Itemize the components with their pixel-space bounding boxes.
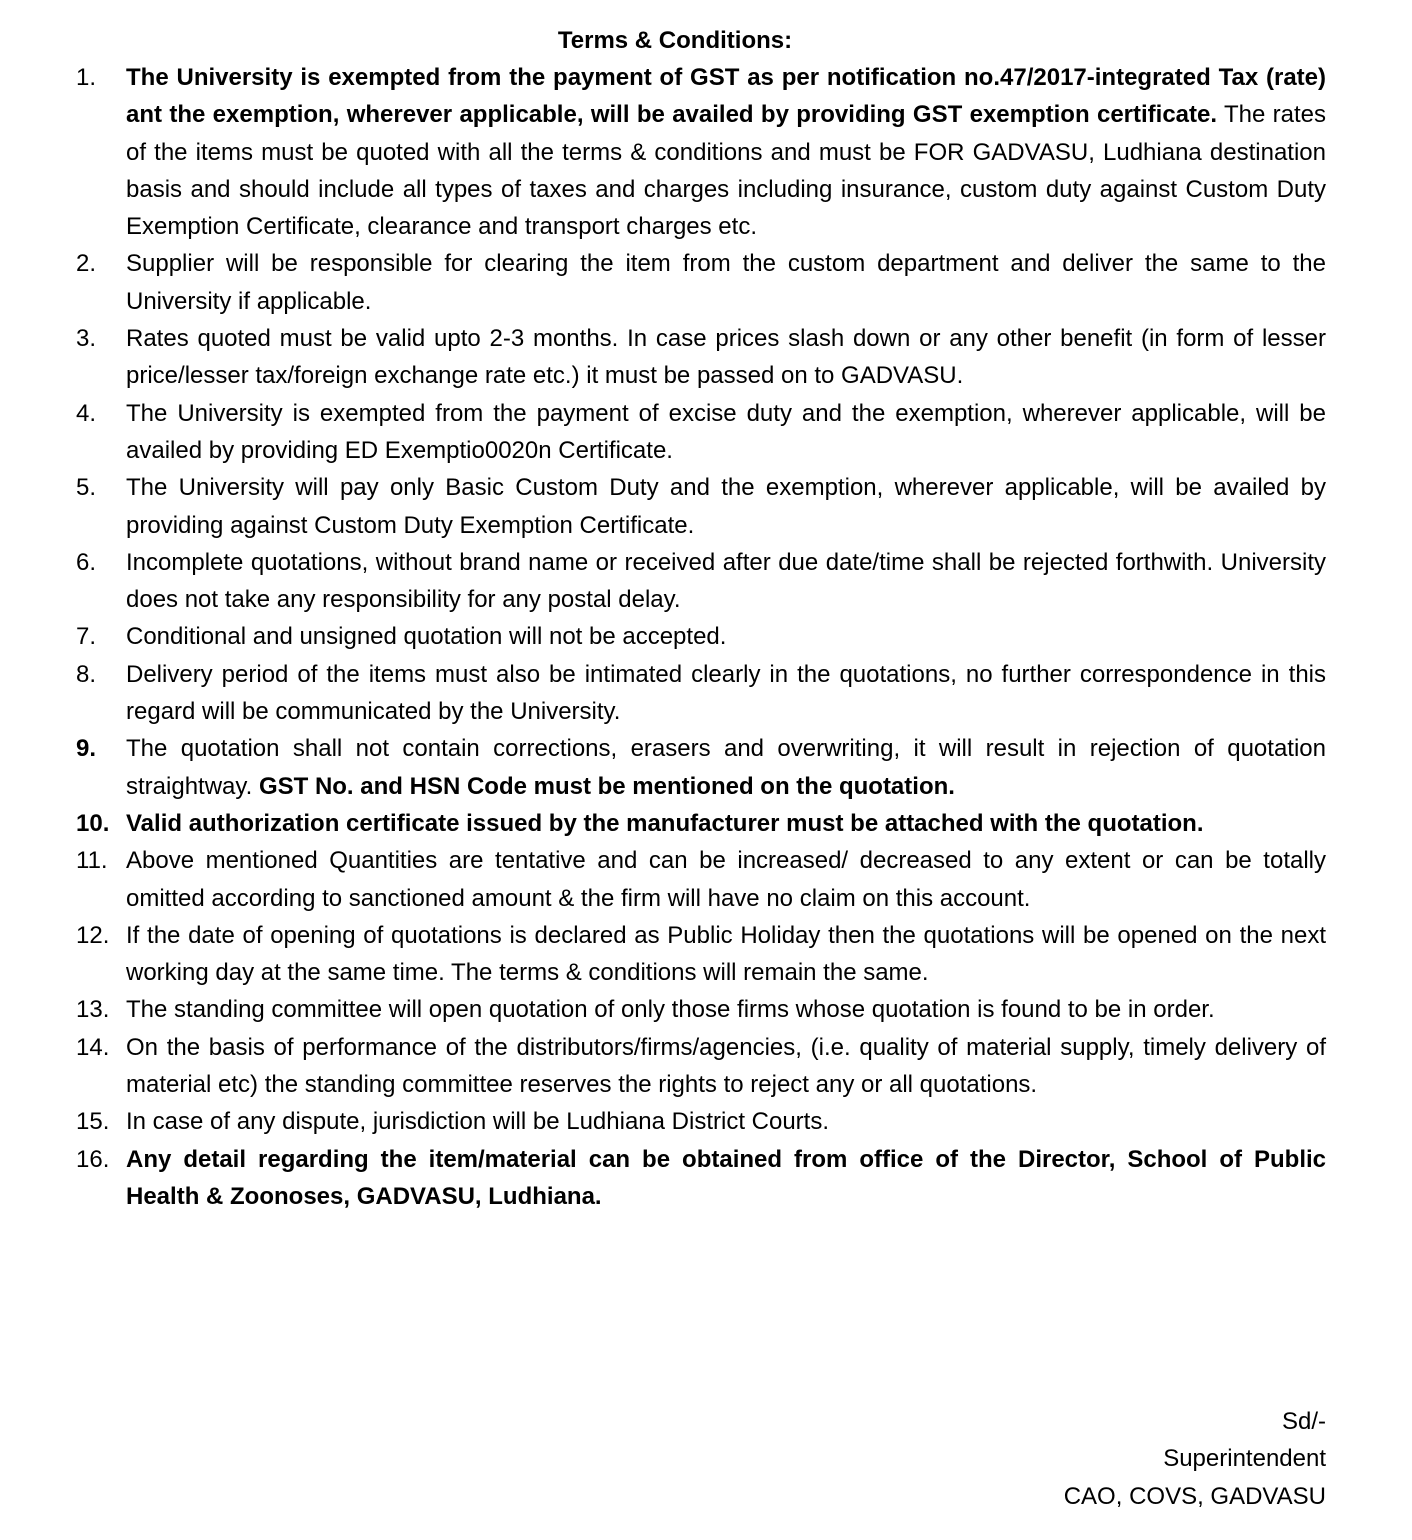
term-text <box>126 544 1326 619</box>
term-text-bold: Valid authorization certificate issued by the manufacturer must be attached with the quotation. <box>126 809 1204 837</box>
term-text <box>126 991 1326 1028</box>
term-number: 11. <box>76 847 108 875</box>
term-item <box>76 805 1326 842</box>
term-item <box>76 1141 1326 1216</box>
term-text-bold: GST No. and HSN Code must be mentioned on the quotation. <box>258 772 955 800</box>
term-item <box>76 245 1326 320</box>
term-item <box>76 917 1326 992</box>
term-number: 3. <box>76 325 97 353</box>
term-text-run: On the basis of performance of the distributors/firms/agencies, (i.e. quality of material supply, timely delivery of material etc) the standing committee reserves the rights to reject any or all quotations. <box>126 1033 1326 1099</box>
term-number: 12. <box>76 921 110 949</box>
term-text-run: The rates of the items must be quoted with all the terms & conditions and must be FOR GADVASU, Ludhiana destination basis and should include all types of taxes and charges including insurance, custom duty against Custom Duty Exemption Certificate, clearance and transport charges etc. <box>126 101 1326 241</box>
term-text-run: The standing committee will open quotation of only those firms whose quotation is found to be in order. <box>126 996 1215 1024</box>
term-text <box>126 320 1326 395</box>
term-text <box>126 59 1326 245</box>
term-text <box>126 469 1326 544</box>
signature-mark: Sd/- <box>1281 1408 1326 1435</box>
term-text <box>126 1029 1326 1104</box>
term-item <box>76 469 1326 544</box>
term-number: 2. <box>76 250 97 278</box>
term-number: 13. <box>76 996 110 1024</box>
term-text <box>126 395 1326 470</box>
term-text <box>126 730 1326 805</box>
page-title: Terms & Conditions: <box>557 27 793 54</box>
term-item <box>76 544 1326 619</box>
term-item <box>76 991 1326 1028</box>
term-text-run: Incomplete quotations, without brand name or received after due date/time shall be rejected forthwith. University does not take any responsibility for any postal delay. <box>126 548 1326 614</box>
term-text <box>126 1141 1326 1216</box>
term-text-run: If the date of opening of quotations is declared as Public Holiday then the quotations will be opened on the next working day at the same time. The terms & conditions will remain the same. <box>126 921 1326 987</box>
term-number: 5. <box>76 474 97 502</box>
term-text-run: Delivery period of the items must also be intimated clearly in the quotations, no further correspondence in this regard will be communicated by the University. <box>126 660 1326 726</box>
term-text-run: The quotation shall not contain corrections, erasers and overwriting, it will result in rejection of quotation straightway. <box>126 735 1326 800</box>
term-item <box>76 320 1326 395</box>
term-text-run: Rates quoted must be valid upto 2-3 months. In case prices slash down or any other benefit (in form of lesser price/lesser tax/foreign exchange rate etc.) it must be passed on to GADVASU. <box>126 325 1326 390</box>
term-number: 15. <box>76 1108 110 1136</box>
term-text <box>126 618 1326 655</box>
signature-block <box>1064 1403 1326 1515</box>
term-text-bold: The University is exempted from the payment of GST as per notification no.47/2017-integrated Tax (rate) ant the exemption, wherever applicable, will be availed by providing GST exemption certificate. <box>126 64 1326 129</box>
term-item <box>76 618 1326 655</box>
term-item <box>76 842 1326 917</box>
term-item <box>76 730 1326 805</box>
term-number: 9. <box>76 735 97 763</box>
term-text-run: Supplier will be responsible for clearing the item from the custom department and deliver the same to the University if applicable. <box>126 250 1326 315</box>
signatory-designation: Superintendent <box>1163 1445 1326 1473</box>
term-text-bold: Any detail regarding the item/material can be obtained from office of the Director, School of Public Health & Zoonoses, GADVASU, Ludhiana. <box>126 1145 1326 1210</box>
term-number: 1. <box>76 64 97 91</box>
term-number: 16. <box>76 1145 110 1173</box>
term-number: 10. <box>76 809 110 837</box>
term-text <box>126 917 1326 992</box>
term-text-run: In case of any dispute, jurisdiction will be Ludhiana District Courts. <box>126 1108 830 1136</box>
term-item <box>76 1103 1326 1140</box>
term-item <box>76 395 1326 470</box>
term-text-run: The University is exempted from the payment of excise duty and the exemption, wherever applicable, will be availed by providing ED Exemptio0020n Certificate. <box>126 399 1326 464</box>
term-text <box>126 842 1326 917</box>
term-number: 14. <box>76 1033 110 1061</box>
term-text-run: Conditional and unsigned quotation will not be accepted. <box>126 623 727 651</box>
terms-list <box>76 59 1326 1215</box>
term-text <box>126 245 1326 320</box>
term-text <box>126 805 1326 842</box>
term-item <box>76 1029 1326 1104</box>
term-item <box>76 59 1326 245</box>
signatory-office: CAO, COVS, GADVASU <box>1063 1482 1326 1510</box>
term-number: 4. <box>76 399 97 427</box>
term-text <box>126 1103 1326 1140</box>
term-text-run: Above mentioned Quantities are tentative and can be increased/ decreased to any extent or can be totally omitted according to sanctioned amount & the firm will have no claim on this account. <box>126 847 1326 912</box>
term-item <box>76 656 1326 731</box>
term-text <box>126 656 1326 731</box>
term-number: 6. <box>76 548 97 576</box>
term-number: 8. <box>76 660 97 688</box>
term-text-run: The University will pay only Basic Custom Duty and the exemption, wherever applicable, will be availed by providing against Custom Duty Exemption Certificate. <box>126 474 1326 539</box>
term-number: 7. <box>76 623 97 651</box>
